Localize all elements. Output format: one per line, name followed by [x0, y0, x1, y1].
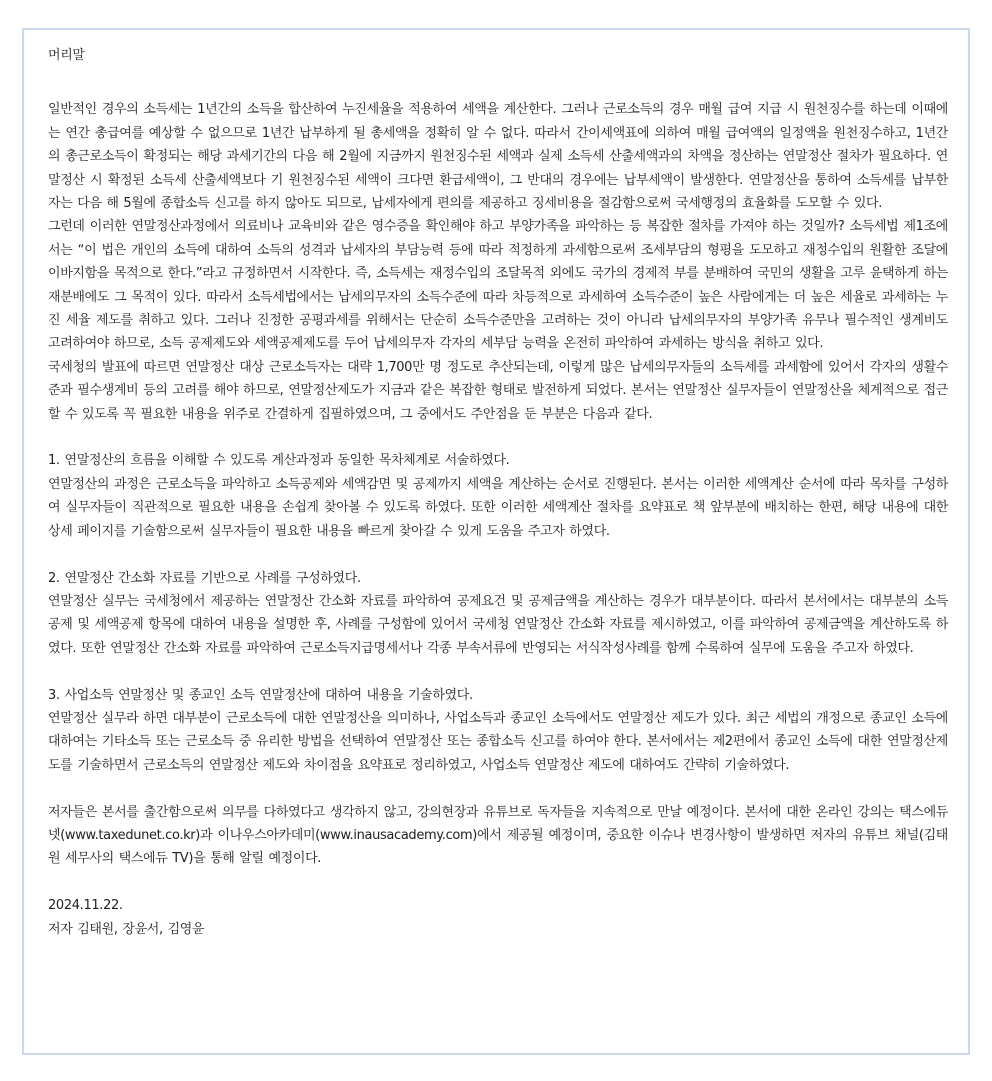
page-title: 머리말 — [48, 48, 85, 63]
spacer — [48, 871, 948, 894]
intro-paragraph-3: 국세청의 발표에 따르면 연말정산 대상 근로소득자는 대략 1,700만 명 정도로 추산되는데, 이렇게 많은 납세의무자들의 소득세를 과세함에 있어서 각자의 생활수준과 필수생계비 등의 고려를 해야 하므로, 연말정산제도가 지금과 같은 복잡한 형태로 발전하게 되었다. 본서는 연말정산 실무자들이 연말정산을 체계적으로 접근할 수 있도록 꼭 필요한 내용을 위주로 간결하게 집필하였으며, 그 중에서도 주안점을 둔 부분은 다음과 같다. — [48, 359, 948, 422]
authors: 저자 김태원, 장윤서, 김영윤 — [48, 921, 205, 937]
section-3-body: 연말정산 실무라 하면 대부분이 근로소득에 대한 연말정산을 의미하나, 사업소득과 종교인 소득에서도 연말정산 제도가 있다. 최근 세법의 개정으로 종교인 소득에 대하여는 기타소득 또는 근로소득 중 유리한 방법을 선택하여 연말정산 또는 종합소득 신고를 하여야 한다. 본서에서는 제2편에서 종교인 소득에 대한 연말정산제도를 기술하면서 근로소득의 연말정산 제도와 차이점을 요약표로 정리하였고, 사업소득 연말정산 제도에 대하여도 간략히 기술하였다. — [48, 710, 948, 773]
spacer — [48, 543, 948, 566]
preface-content — [48, 44, 948, 941]
spacer — [48, 426, 948, 449]
closing-paragraph: 저자들은 본서를 출간함으로써 의무를 다하였다고 생각하지 않고, 강의현장과 유튜브로 독자들을 지속적으로 만날 예정이다. 본서에 대한 온라인 강의는 택스에듀넷(www.taxedunet.co.kr)과 이나우스아카데미(www.inausacademy.com)에서 제공될 예정이며, 중요한 이슈나 변경사항이 발생하면 저자의 유튜브 채널(김태원 세무사의 택스에듀 TV)을 통해 알릴 예정이다. — [48, 804, 948, 867]
section-1-body: 연말정산의 과정은 근로소득을 파악하고 소득공제와 세액감면 및 공제까지 세액을 계산하는 순서로 진행된다. 본서는 이러한 세액계산 순서에 따라 목차를 구성하여 실무자들이 직관적으로 필요한 내용을 손쉽게 찾아볼 수 있도록 하였다. 또한 이러한 세액계산 절차를 요약표로 책 앞부분에 배치하는 한편, 해당 내용에 대한 상세 페이지를 기술함으로써 실무자들이 필요한 내용을 빠르게 찾아갈 수 있게 도움을 주고자 하였다. — [48, 476, 948, 539]
intro-paragraph-1: 일반적인 경우의 소득세는 1년간의 소득을 합산하여 누진세율을 적용하여 세액을 계산한다. 그러나 근로소득의 경우 매월 급여 지급 시 원천징수를 하는데 이때에는 연간 총급여를 예상할 수 없으므로 1년간 납부하게 될 총세액을 정확히 알 수 없다. 따라서 간이세액표에 의하여 매월 급여액의 일정액을 원천징수하고, 1년간의 총근로소득이 확정되는 해당 과세기간의 다음 해 2월에 지금까지 원천징수된 세액과 실제 소득세 산출세액과의 차액을 정산하는 연말정산 절차가 필요하다. 연말정산 시 확정된 소득세 산출세액보다 기 원천징수된 세액이 크다면 환급세액이, 그 반대의 경우에는 납부세액이 발생한다. 연말정산을 통하여 소득세를 납부한 자는 다음 해 5월에 종합소득 신고를 하지 않아도 되므로, 납세자에게 편의를 제공하고 징세비용을 절감함으로써 국세행정의 효율화를 도모할 수 있다. — [48, 102, 948, 212]
document-frame — [22, 28, 970, 1055]
section-2-title: 2. 연말정산 간소화 자료를 기반으로 사례를 구성하였다. — [48, 570, 361, 586]
spacer — [48, 777, 948, 800]
intro-paragraph-2: 그런데 이러한 연말정산과정에서 의료비나 교육비와 같은 영수증을 확인해야 하고 부양가족을 파악하는 등 복잡한 절차를 가져야 하는 것일까? 소득세법 제1조에서는 “이 법은 개인의 소득에 대하여 소득의 성격과 납세자의 부담능력 등에 따라 적정하게 과세함으로써 조세부담의 형평을 도모하고 재정수입의 원활한 조달에 이바지함을 목적으로 한다.”라고 규정하면서 시작한다. 즉, 소득세는 재정수입의 조달목적 외에도 국가의 경제적 부를 분배하여 국민의 생활을 고루 윤택하게 하는 재분배에도 그 목적이 있다. 따라서 소득세법에서는 납세의무자의 소득수준에 따라 차등적으로 과세하여 소득수준이 높은 사람에게는 더 높은 세율로 과세하는 누진 세율 제도를 취하고 있다. 그러나 진정한 공평과세를 위해서는 단순히 소득수준만을 고려하는 것이 아니라 납세의무자의 부양가족 유무나 필수적인 생계비도 고려하여야 하므로, 소득 공제제도와 세액공제제도를 두어 납세의무자 각자의 세부담 능력을 온전히 파악하여 과세하는 방식을 취하고 있다. — [48, 219, 948, 352]
spacer — [48, 660, 948, 683]
section-3-title: 3. 사업소득 연말정산 및 종교인 소득 연말정산에 대하여 내용을 기술하였다. — [48, 687, 473, 703]
section-2-body: 연말정산 실무는 국세청에서 제공하는 연말정산 간소화 자료를 파악하여 공제요건 및 공제금액을 계산하는 경우가 대부분이다. 따라서 본서에서는 대부분의 소득공제 및 세액공제 항목에 대하여 내용을 설명한 후, 사례를 구성함에 있어서 국세청 연말정산 간소화 자료를 제시하였고, 이를 파악하여 공제금액을 계산하도록 하였다. 또한 연말정산 간소화 자료를 파악하여 근로소득지급명세서나 각종 부속서류에 반영되는 서식작성사례를 함께 수록하여 실무에 도움을 주고자 하였다. — [48, 593, 948, 656]
section-1-title: 1. 연말정산의 흐름을 이해할 수 있도록 계산과정과 동일한 목차체계로 서술하였다. — [48, 453, 510, 469]
date: 2024.11.22. — [48, 898, 123, 914]
